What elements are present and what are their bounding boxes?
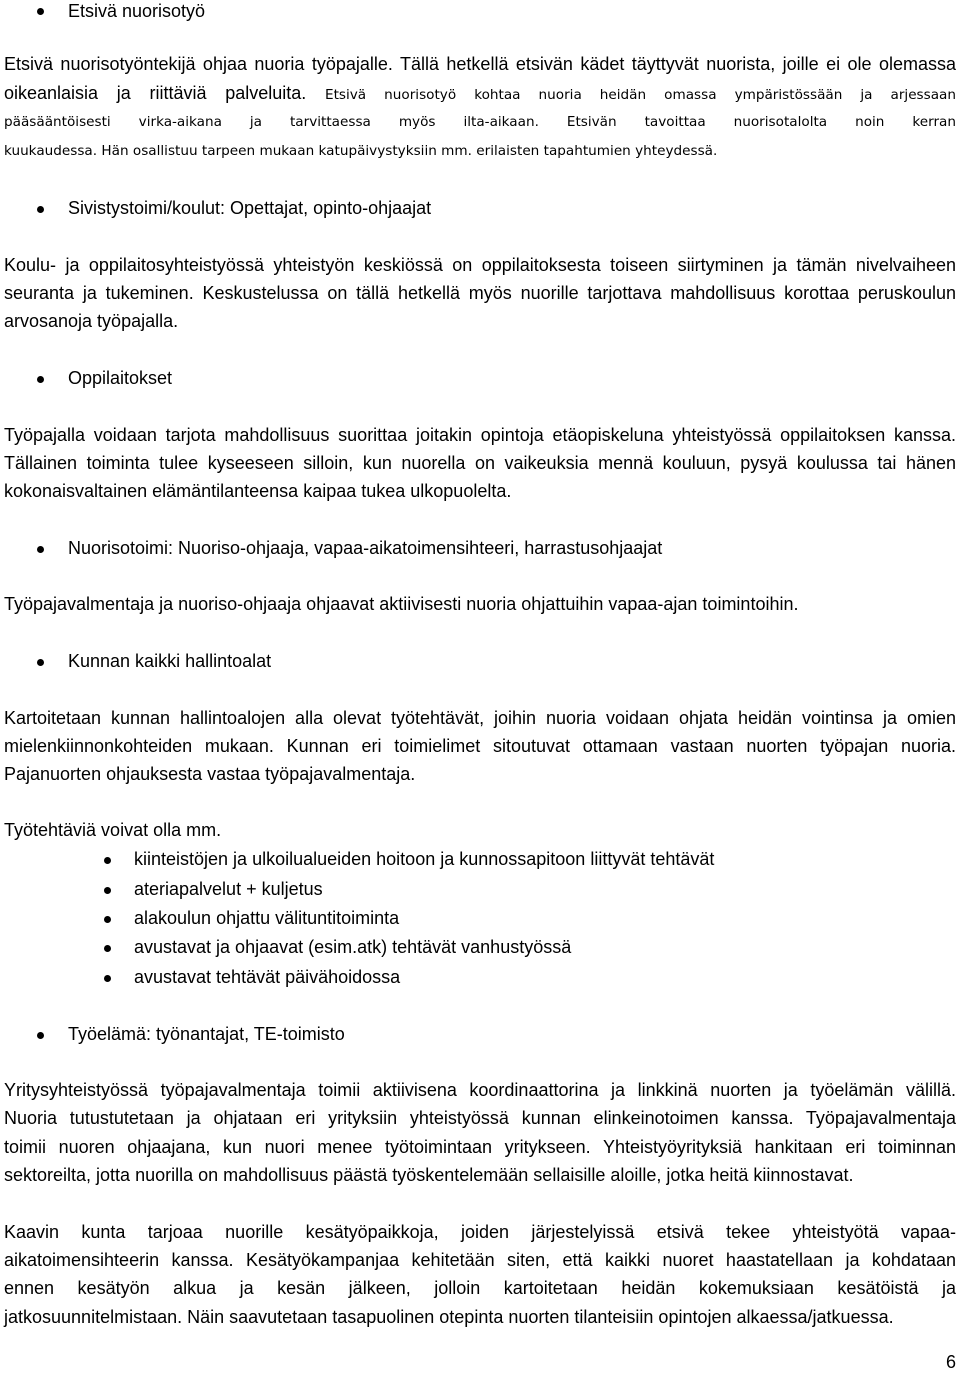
paragraph-line: jatkosuunnitelmistaan. Näin saavutetaan tasapuolinen otepinta nuorten tilanteisiin opintojen alkaessa/jatkuessa. xyxy=(4,1307,894,1327)
bullet-icon xyxy=(37,659,44,666)
tasks-intro: Työtehtäviä voivat olla mm. xyxy=(4,820,222,840)
paragraph-line: toimii nuoren ohjaajana, kun nuori menee työtoimintaan yritykseen. Yhteistyöyrityksiä hankitaan eri toiminnan xyxy=(4,1137,956,1157)
paragraph-line: Etsivä nuorisotyöntekijä ohjaa nuoria työpajalle. Tällä hetkellä etsivän kädet täyttyvät nuorista, joille ei ole olemassa xyxy=(4,54,956,74)
paragraph-line: Pajanuorten ohjauksesta vastaa työpajavalmentaja. xyxy=(4,764,416,784)
paragraph-line: Kartoitetaan kunnan hallintoalojen alla olevat työtehtävät, joihin nuoria voidaan ohjata heidän vointinsa ja omien xyxy=(4,708,956,728)
paragraph-line: kuukaudessa. Hän osallistuu tarpeen mukaan katupäivystyksiin mm. erilaisten tapahtumien yhteydessä. xyxy=(4,143,718,159)
paragraph-line xyxy=(4,82,956,106)
section-heading: Sivistystoimi/koulut: Opettajat, opinto-ohjaajat xyxy=(68,198,432,218)
paragraph-line: Tällainen toiminta tulee kyseeseen silloin, kun nuorella on vaikeuksia mennä kouluun, pysyä koulussa tai hänen xyxy=(4,453,956,473)
list-item-text: avustavat ja ohjaavat (esim.atk) tehtävät vanhustyössä xyxy=(134,937,572,957)
bullet-icon xyxy=(37,546,44,553)
paragraph-line: Työpajavalmentaja ja nuoriso-ohjaaja ohjaavat aktiivisesti nuoria ohjattuihin vapaa-ajan toimintoihin. xyxy=(4,594,799,614)
paragraph-line: kokonaisvaltainen elämäntilanteensa kaipaa tukea ulkopuolelta. xyxy=(4,481,512,501)
section-heading: Nuorisotoimi: Nuoriso-ohjaaja, vapaa-aikatoimensihteeri, harrastusohjaajat xyxy=(68,538,663,558)
paragraph-line: Yritysyhteistyössä työpajavalmentaja toimii aktiivisena koordinaattorina ja linkkinä nuorten ja työelämän välillä. xyxy=(4,1080,956,1100)
section-heading: Etsivä nuorisotyö xyxy=(68,1,206,21)
paragraph-line: Kaavin kunta tarjoaa nuorille kesätyöpaikkoja, joiden järjestelyissä etsivä tekee yhteistyötä vapaa- xyxy=(4,1222,956,1242)
section-heading: Kunnan kaikki hallintoalat xyxy=(68,651,272,671)
bullet-icon xyxy=(104,887,111,894)
text-run: oikeanlaisia ja riittäviä palveluita. xyxy=(4,83,307,103)
paragraph-line: pääsääntöisesti virka-aikana ja tarvittaessa myös ilta-aikaan. Etsivän tavoittaa nuorisotalolta noin kerran xyxy=(4,114,956,130)
bullet-icon xyxy=(37,376,44,383)
list-item-text: alakoulun ohjattu välituntitoiminta xyxy=(134,908,400,928)
paragraph-line: Nuoria tutustutetaan ja ohjataan eri yrityksiin yhteistyössä kunnan elinkeinotoimen kanssa. Työpajavalmentaja xyxy=(4,1108,956,1128)
text-run: Etsivä nuorisotyö kohtaa nuoria heidän omassa ympäristössään ja arjessaan xyxy=(324,87,957,103)
paragraph-line: Työpajalla voidaan tarjota mahdollisuus suorittaa joitakin opintoja etäopiskeluna yhteistyössä oppilaitoksen kanssa. xyxy=(4,425,956,445)
bullet-icon xyxy=(37,8,44,15)
paragraph-line: mielenkiinnonkohteiden mukaan. Kunnan eri toimielimet sitoutuvat ottamaan vastaan nuorten työpajan nuoria. xyxy=(4,736,956,756)
section-heading: Oppilaitokset xyxy=(68,368,173,388)
bullet-icon xyxy=(104,916,111,923)
section-heading: Työelämä: työnantajat, TE-toimisto xyxy=(68,1024,345,1044)
paragraph-line: aikatoimensihteerin kanssa. Kesätyökampanjaa kehitetään siten, että kaikki nuoret haastatellaan ja kohdataan xyxy=(4,1250,956,1270)
paragraph-line: ennen kesätyön alkua ja kesän jälkeen, jolloin kartoitetaan heidän kokemuksiaan kesätöistä ja xyxy=(4,1278,956,1298)
paragraph-line: arvosanoja työpajalla. xyxy=(4,311,179,331)
page-number: 6 xyxy=(945,1352,956,1372)
bullet-icon xyxy=(104,857,111,864)
bullet-icon xyxy=(37,1032,44,1039)
bullet-icon xyxy=(104,975,111,982)
bullet-icon xyxy=(37,206,44,213)
bullet-icon xyxy=(104,945,111,952)
list-item-text: kiinteistöjen ja ulkoilualueiden hoitoon ja kunnossapitoon liittyvät tehtävät xyxy=(134,849,715,869)
paragraph-line: seuranta ja tukeminen. Keskustelussa on tällä hetkellä myös nuorille tarjottava mahdollisuus korottaa peruskoulun xyxy=(4,283,956,303)
paragraph-line: Koulu- ja oppilaitosyhteistyössä yhteistyön keskiössä on oppilaitoksesta toiseen siirtyminen ja tämän nivelvaiheen xyxy=(4,255,956,275)
list-item-text: ateriapalvelut + kuljetus xyxy=(134,879,323,899)
paragraph-line: sektoreilta, jotta nuorilla on mahdollisuus päästä työskentelemään sellaisille aloille, jotka heitä kiinnostavat. xyxy=(4,1165,854,1185)
list-item-text: avustavat tehtävät päivähoidossa xyxy=(134,967,401,987)
